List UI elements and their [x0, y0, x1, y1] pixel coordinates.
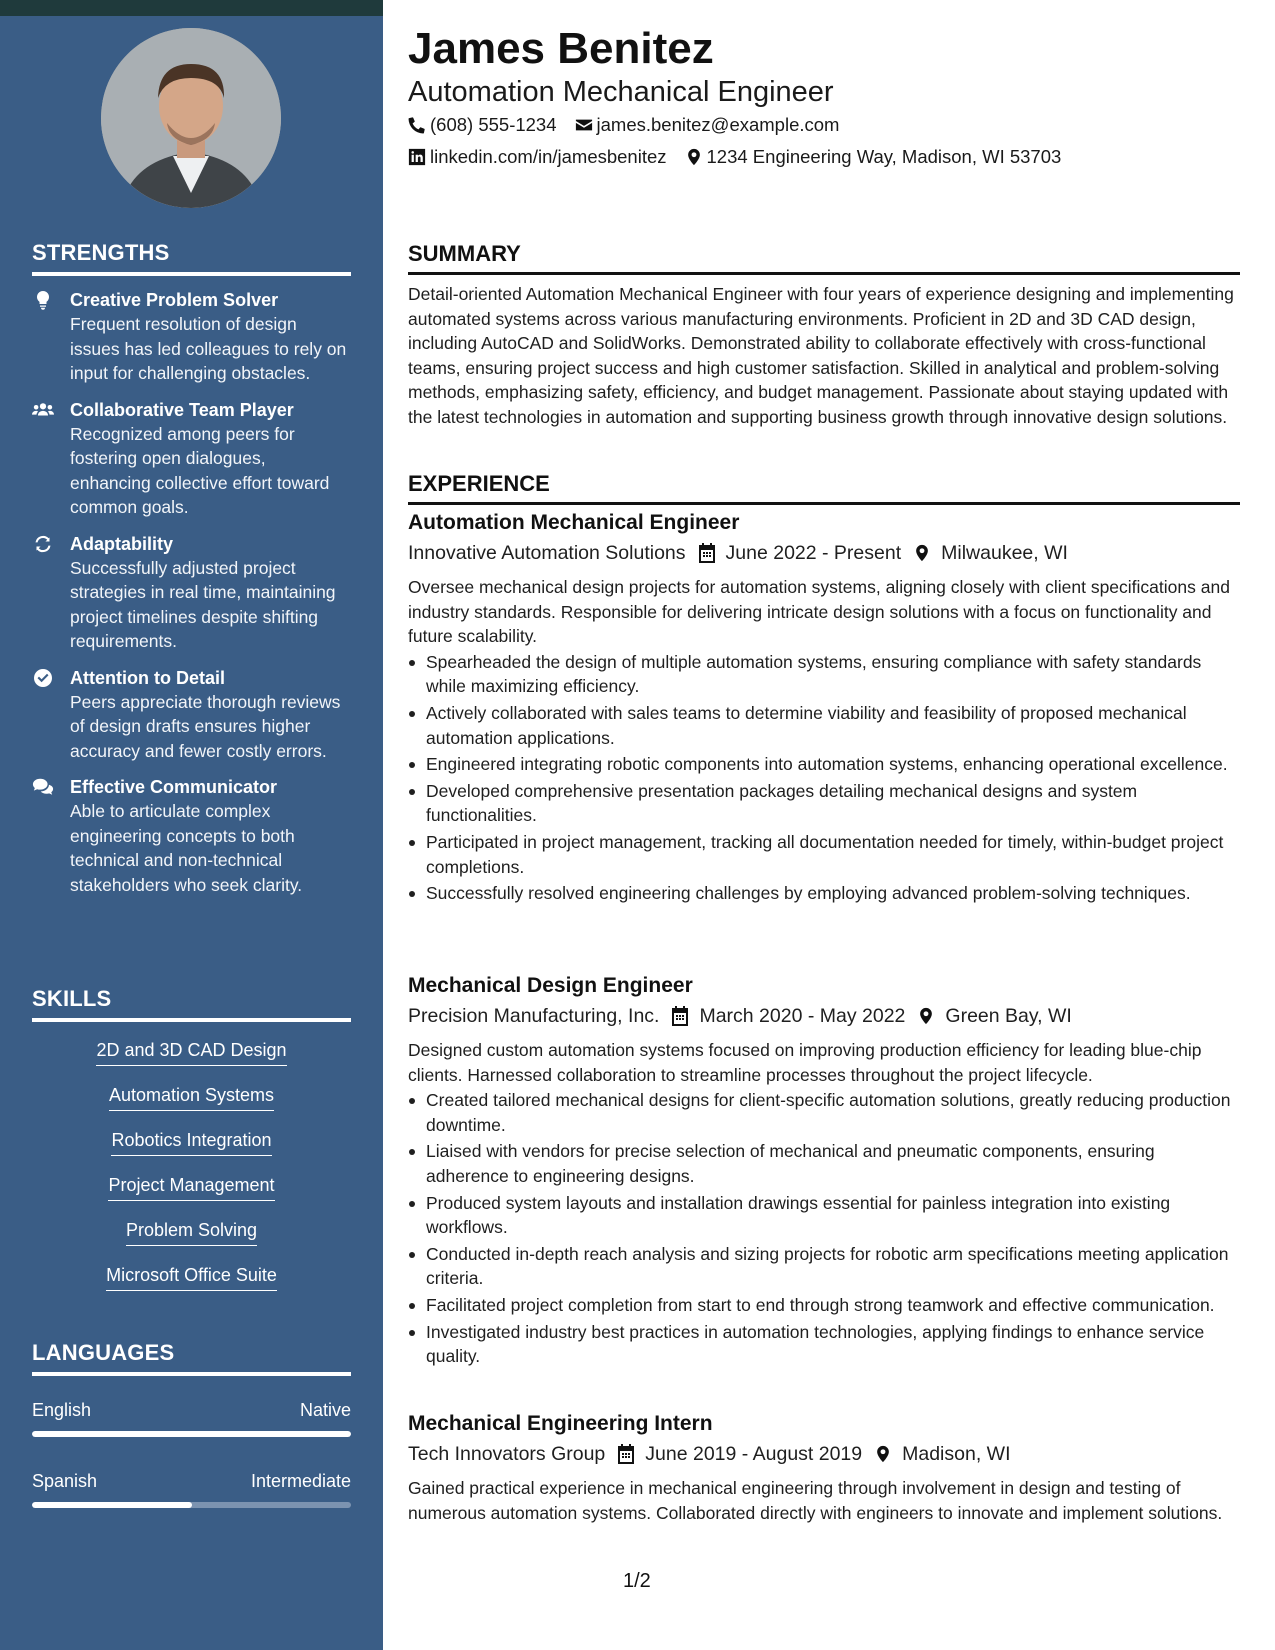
- address-text: 1234 Engineering Way, Madison, WI 53703: [706, 146, 1062, 167]
- job-location: [917, 1002, 1071, 1030]
- candidate-name: James Benitez: [408, 24, 714, 73]
- phone-contact: [408, 113, 557, 137]
- job-location-text: Green Bay, WI: [945, 1005, 1072, 1027]
- job-bullet: Conducted in-depth reach analysis and sizing projects for robotic arm specifications meeting application criteria.: [408, 1242, 1240, 1291]
- lightbulb-icon: [32, 290, 56, 310]
- address-contact: [685, 145, 1062, 169]
- strength-item: [32, 398, 351, 520]
- strength-desc: Able to articulate complex engineering concepts to both technical and non-technical stakeholders who seek clarity.: [70, 801, 303, 895]
- calendar-icon: [617, 1444, 635, 1464]
- strengths-section: [32, 240, 351, 897]
- language-item: [32, 1398, 351, 1437]
- skill-tag: 2D and 3D CAD Design: [96, 1038, 286, 1066]
- job-bullet: Developed comprehensive presentation packages detailing mechanical designs and system functionalities.: [408, 779, 1240, 828]
- skill-tag: Project Management: [108, 1173, 274, 1201]
- strength-desc: Peers appreciate thorough reviews of design drafts ensures higher accuracy and fewer costly errors.: [70, 691, 341, 761]
- job-dates: [617, 1440, 862, 1468]
- page-number: 1/2: [623, 1570, 651, 1592]
- contact-row: [408, 145, 1079, 169]
- envelope-icon: [575, 116, 593, 134]
- company-name: Innovative Automation Solutions: [408, 542, 686, 564]
- skill-tag: Microsoft Office Suite: [106, 1263, 277, 1291]
- strength-item: [32, 532, 351, 654]
- candidate-title: Automation Mechanical Engineer: [408, 76, 834, 108]
- job-dates: [698, 539, 902, 567]
- check-circle-icon: [32, 668, 56, 688]
- job-bullets: [408, 650, 1240, 906]
- language-item: [32, 1469, 351, 1508]
- strength-title: Effective Communicator: [70, 777, 278, 797]
- strength-item: [32, 775, 351, 897]
- strength-desc: Successfully adjusted project strategies in real time, maintaining project timelines despite shifting requirements.: [70, 557, 336, 651]
- job-entry: [408, 972, 1240, 1371]
- language-name: Spanish: [32, 1471, 98, 1491]
- job-bullet: Facilitated project completion from start to end through strong teamwork and effective communication.: [408, 1293, 1240, 1318]
- strengths-heading: STRENGTHS: [32, 240, 351, 276]
- phone-icon: [408, 116, 426, 134]
- language-level: Native: [299, 1400, 351, 1420]
- skill-tag: Problem Solving: [126, 1218, 257, 1246]
- map-marker-icon: [874, 1444, 892, 1464]
- experience-heading: EXPERIENCE: [408, 470, 1240, 505]
- skill-tag: Automation Systems: [109, 1083, 274, 1111]
- calendar-icon: [698, 543, 716, 563]
- language-proficiency-bar: [32, 1431, 351, 1437]
- strength-title: Collaborative Team Player: [70, 399, 294, 420]
- strength-desc: Frequent resolution of design issues has led colleagues to rely on input for challenging obstacles.: [70, 314, 347, 383]
- job-location-text: Milwaukee, WI: [941, 542, 1068, 564]
- job-bullet: Engineered integrating robotic components into automation systems, enhancing operational excellence.: [408, 752, 1240, 777]
- language-proficiency-fill: [32, 1502, 192, 1508]
- language-level: Intermediate: [250, 1471, 351, 1491]
- job-bullet: Successfully resolved engineering challenges by employing advanced problem-solving techniques.: [408, 881, 1240, 906]
- job-bullet: Investigated industry best practices in automation technologies, applying findings to enhance service quality.: [408, 1320, 1240, 1369]
- strength-item: [32, 666, 351, 764]
- map-marker-icon: [917, 1006, 935, 1026]
- job-bullet: Spearheaded the design of multiple automation systems, ensuring compliance with safety standards while maximizing efficiency.: [408, 650, 1240, 699]
- skill-tag: Robotics Integration: [111, 1128, 271, 1156]
- job-meta: [408, 1440, 1240, 1468]
- job-bullet: Actively collaborated with sales teams to determine viability and feasibility of proposed mechanical automation applications.: [408, 701, 1240, 750]
- job-description: Oversee mechanical design projects for automation systems, aligning closely with client specifications and industry standards. Responsible for delivering intricate design solutions with a focus on functionality and future scalability.: [408, 577, 1230, 647]
- job-bullet: Produced system layouts and installation drawings essential for painless integration into existing workflows.: [408, 1191, 1240, 1240]
- job-dates-text: June 2019 - August 2019: [645, 1443, 863, 1465]
- job-location: [913, 539, 1068, 567]
- sync-icon: [32, 534, 56, 554]
- calendar-icon: [671, 1006, 689, 1026]
- job-title: Mechanical Engineering Intern: [408, 1412, 713, 1435]
- language-name: English: [32, 1400, 92, 1420]
- job-description: Gained practical experience in mechanical engineering through involvement in design and testing of numerous automation systems. Collaborated directly with engineers to innovate and implement solutions.: [408, 1478, 1223, 1523]
- job-bullet: Liaised with vendors for precise selection of mechanical and pneumatic components, ensuring adherence to engineering designs.: [408, 1139, 1240, 1188]
- skills-section: [32, 986, 351, 1308]
- strength-desc: Recognized among peers for fostering open dialogues, enhancing collective effort toward common goals.: [70, 423, 330, 517]
- strength-title: Attention to Detail: [70, 667, 225, 688]
- skills-heading: SKILLS: [32, 986, 351, 1022]
- strength-title: Adaptability: [70, 533, 174, 554]
- language-proficiency-bar: [32, 1502, 351, 1508]
- company-name: Precision Manufacturing, Inc.: [408, 1005, 660, 1027]
- map-marker-icon: [685, 148, 703, 166]
- contact-row: [408, 113, 857, 137]
- job-bullet: Created tailored mechanical designs for client-specific automation solutions, greatly reducing production downtime.: [408, 1088, 1240, 1137]
- languages-heading: LANGUAGES: [32, 1340, 351, 1376]
- strength-title: Creative Problem Solver: [70, 290, 279, 310]
- job-dates-text: March 2020 - May 2022: [699, 1005, 906, 1027]
- job-entry: [408, 1410, 1240, 1525]
- linkedin-icon: [408, 148, 426, 166]
- job-bullet: Participated in project management, tracking all documentation needed for timely, within-budget project completions.: [408, 830, 1240, 879]
- job-entry: [408, 509, 1240, 908]
- profile-photo: [101, 28, 281, 208]
- summary-text: Detail-oriented Automation Mechanical Engineer with four years of experience designing and implementing automated systems across various manufacturing environments. Proficient in 2D and 3D CAD design, including AutoCAD and SolidWorks. Demonstrated ability to collaborate effectively with cross-functional teams, ensuring project success and high customer satisfaction. Skilled in analytical and problem-solving methods, emphasizing safety, efficiency, and budget management. Passionate about staying updated with the latest technologies in automation and supporting business growth through innovative design solutions.: [408, 284, 1234, 427]
- sidebar: [0, 0, 383, 1650]
- comments-icon: [32, 777, 56, 797]
- summary-heading: SUMMARY: [408, 240, 1240, 275]
- skills-list: [32, 1038, 351, 1308]
- job-meta: [408, 1002, 1240, 1030]
- job-location-text: Madison, WI: [902, 1443, 1011, 1465]
- map-marker-icon: [913, 543, 931, 563]
- job-location: [874, 1440, 1010, 1468]
- job-description: Designed custom automation systems focused on improving production efficiency for leading blue-chip clients. Harnessed collaboration to streamline processes throughout the project lifecycle.: [408, 1040, 1202, 1085]
- users-icon: [32, 400, 56, 420]
- phone-text: (608) 555-1234: [430, 114, 557, 135]
- job-meta: [408, 539, 1240, 567]
- job-bullets: [408, 1088, 1240, 1369]
- linkedin-text[interactable]: linkedin.com/in/jamesbenitez: [430, 146, 667, 167]
- language-proficiency-fill: [32, 1431, 351, 1437]
- email-text[interactable]: james.benitez@example.com: [596, 114, 840, 135]
- job-title: Automation Mechanical Engineer: [408, 511, 740, 534]
- job-dates-text: June 2022 - Present: [725, 542, 902, 564]
- email-contact[interactable]: [575, 113, 840, 137]
- linkedin-contact[interactable]: [408, 145, 667, 169]
- sidebar-top-bar: [0, 0, 383, 16]
- strength-item: [32, 288, 351, 386]
- languages-section: [32, 1340, 351, 1508]
- company-name: Tech Innovators Group: [408, 1443, 606, 1465]
- job-title: Mechanical Design Engineer: [408, 974, 693, 997]
- job-dates: [671, 1002, 905, 1030]
